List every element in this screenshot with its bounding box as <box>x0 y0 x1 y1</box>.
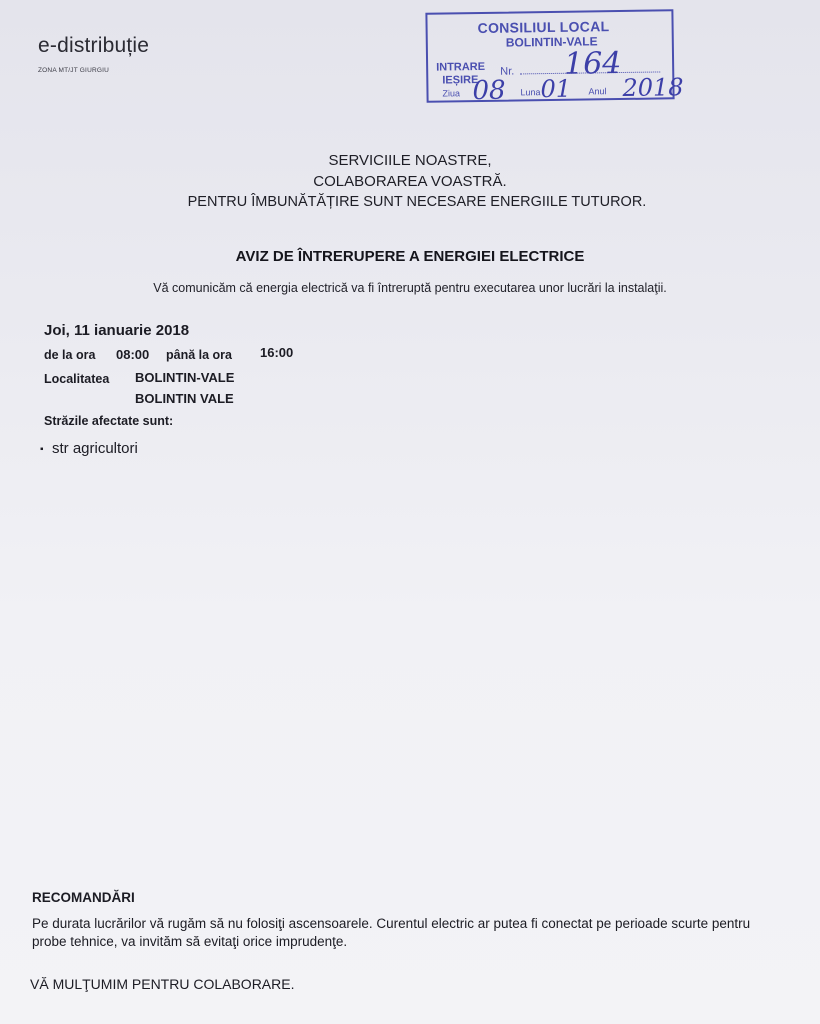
registration-stamp <box>425 9 684 107</box>
locality-value-2: BOLINTIN VALE <box>135 391 234 406</box>
locality-label: Localitatea <box>44 372 110 386</box>
stamp-handwritten-year: 2018 <box>622 73 684 102</box>
stamp-handwritten-month: 01 <box>540 74 572 104</box>
locality-value-1: BOLINTIN-VALE <box>135 370 235 385</box>
closing-thanks: VĂ MULŢUMIM PENTRU COLABORARE. <box>30 976 295 992</box>
to-time-label: până la ora <box>166 348 232 362</box>
stamp-handwritten-number: 164 <box>563 46 622 82</box>
stamp-nr-label: Nr. <box>500 65 515 78</box>
outage-date: Joi, 11 ianuarie 2018 <box>44 322 190 339</box>
streets-label: Străzile afectate sunt: <box>44 414 174 428</box>
stamp-council-name: CONSILIUL LOCAL <box>477 18 610 37</box>
notice-title: AVIZ DE ÎNTRERUPERE A ENERGIEI ELECTRICE <box>235 248 585 265</box>
stamp-town-name: BOLINTIN-VALE <box>505 34 598 50</box>
stamp-intrare-label: INTRARE <box>436 60 486 74</box>
stamp-handwritten-day: 08 <box>472 75 506 107</box>
slogan-line-1: SERVICIILE NOASTRE, <box>328 152 492 169</box>
to-time-value: 16:00 <box>260 345 294 360</box>
slogan-line-2: COLABORAREA VOASTRĂ. <box>313 173 507 190</box>
notice-intro: Vă comunicăm că energia electrică va fi întreruptă pentru executarea unor lucrări la instalaţii. <box>153 281 667 295</box>
slogan-line-3: PENTRU ÎMBUNĂTĂȚIRE SUNT NECESARE ENERGIILE TUTUROR. <box>187 194 647 210</box>
from-time-value: 08:00 <box>116 347 150 362</box>
from-time-label: de la ora <box>44 348 96 362</box>
street-bullet: ▪ <box>40 444 44 455</box>
stamp-iesire-label: IEȘIRE <box>442 74 479 87</box>
recommendations-text: Pe durata lucrărilor vă rugăm să nu folosiţi ascensoarele. Curentul electric ar putea fi conectat pe perioade scurte pentru probe tehnice, va invităm să evitaţi orice imprudenţe. <box>32 916 751 949</box>
stamp-ziua-label: Ziua <box>442 88 461 99</box>
stamp-luna-label: Luna <box>520 87 541 98</box>
recommendations-title: RECOMANDĂRI <box>32 890 135 905</box>
company-zone-label: ZONA MT/JT GIURGIU <box>38 67 110 74</box>
street-list-item: str agricultori <box>52 440 138 457</box>
stamp-anul-label: Anul <box>588 86 607 97</box>
company-logo: e-distribuție <box>38 34 150 57</box>
